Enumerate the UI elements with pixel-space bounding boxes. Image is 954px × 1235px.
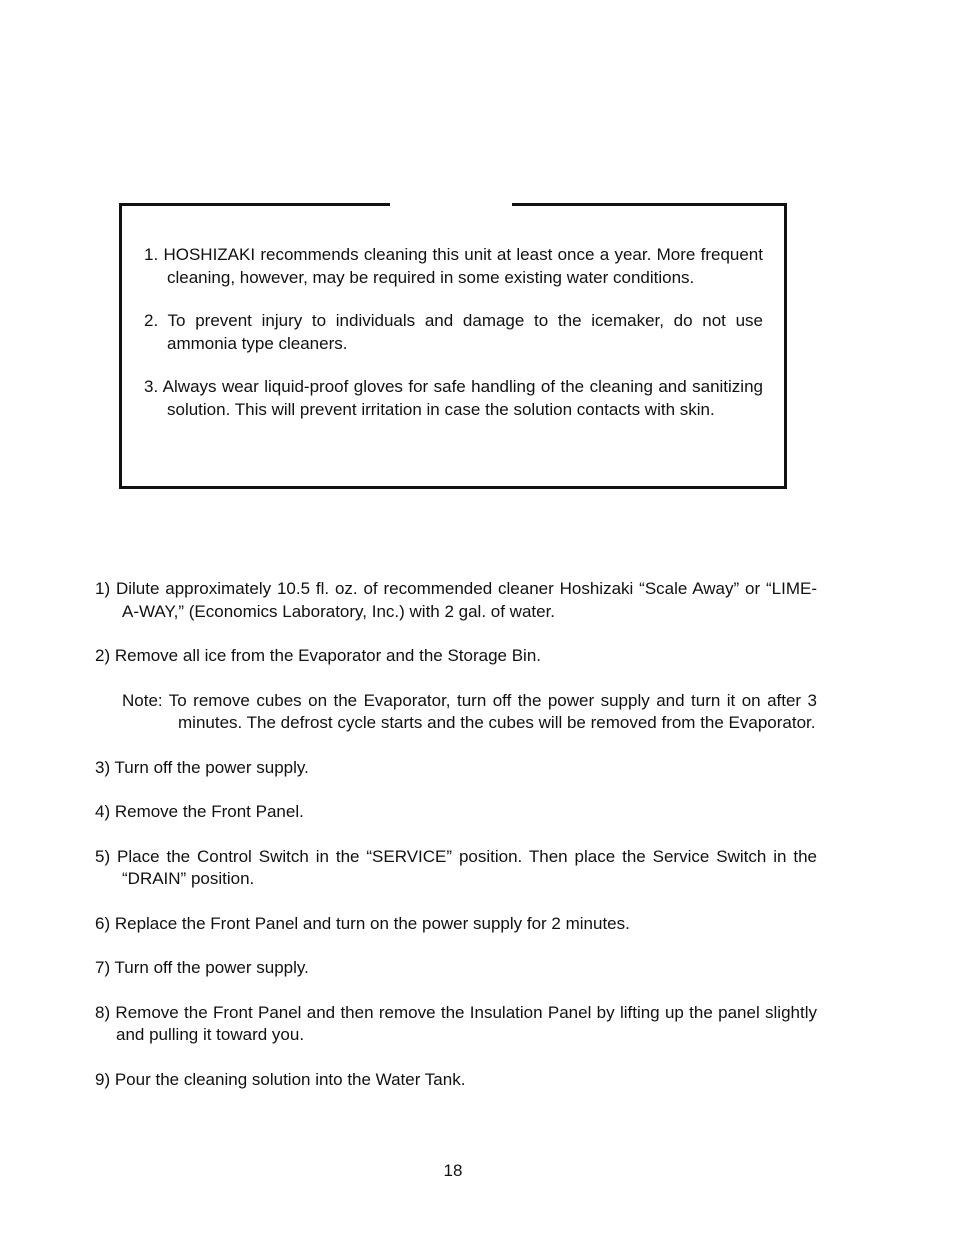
caution-item: 3. Always wear liquid-proof gloves for safe handling of the cleaning and sanitizing solution. This will prevent irritation in case the solution contacts with skin. xyxy=(144,377,763,419)
caution-list xyxy=(144,244,763,442)
caution-box xyxy=(119,203,787,489)
step-7: 7) Turn off the power supply. xyxy=(95,958,309,977)
step-3: 3) Turn off the power supply. xyxy=(95,757,309,777)
step-2: 2) Remove all ice from the Evaporator and the Storage Bin. xyxy=(95,646,542,665)
step-2-note: Note: To remove cubes on the Evaporator, turn off the power supply and turn it on after 3 minutes. The defrost cycle starts and the cubes will be removed from the Evaporator. xyxy=(122,690,817,732)
caution-box-title-gap xyxy=(390,202,512,208)
step-5: 5) Place the Control Switch in the “SERVICE” position. Then place the Service Switch in the “DRAIN” position. xyxy=(95,846,817,888)
step-8: 8) Remove the Front Panel and then remove the Insulation Panel by lifting up the panel slightly and pulling it toward you. xyxy=(95,1002,817,1044)
step-4: 4) Remove the Front Panel. xyxy=(95,802,304,821)
cleaning-steps xyxy=(95,578,817,1113)
page-number: 18 xyxy=(443,1161,463,1180)
caution-item: 2. To prevent injury to individuals and damage to the icemaker, do not use ammonia type cleaners. xyxy=(144,311,763,353)
step-6: 6) Replace the Front Panel and turn on the power supply for 2 minutes. xyxy=(95,913,630,933)
step-9: 9) Pour the cleaning solution into the Water Tank. xyxy=(95,1069,466,1089)
step-1: 1) Dilute approximately 10.5 fl. oz. of recommended cleaner Hoshizaki “Scale Away” or “LIME-A-WAY,” (Economics Laboratory, Inc.) with 2 gal. of water. xyxy=(95,579,817,621)
caution-item: 1. HOSHIZAKI recommends cleaning this unit at least once a year. More frequent cleaning, however, may be required in some existing water conditions. xyxy=(144,245,763,287)
